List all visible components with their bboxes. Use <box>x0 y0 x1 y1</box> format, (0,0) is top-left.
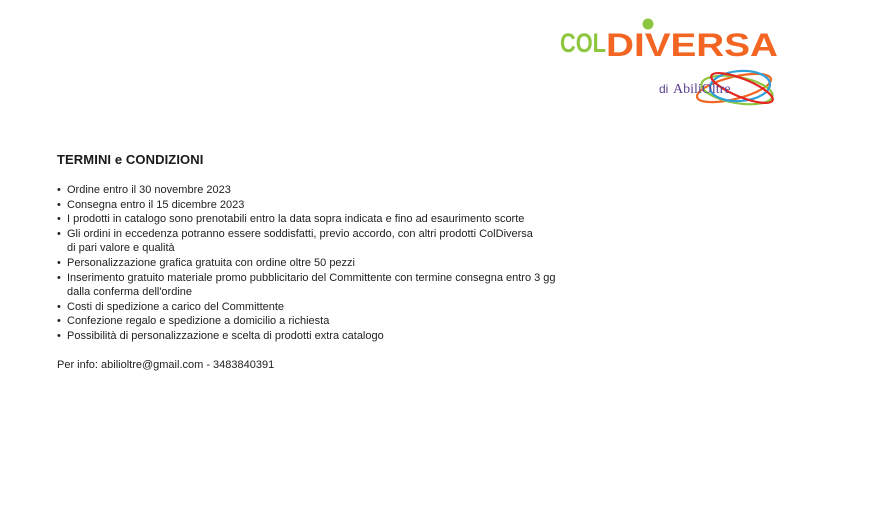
bullet-icon: • <box>57 300 61 313</box>
list-item <box>57 300 556 315</box>
list-item <box>57 329 556 344</box>
list-item <box>57 256 556 271</box>
bullet-icon: • <box>57 184 61 196</box>
term-text: Inserimento gratuito materiale promo pubblicitario del Committente con termine consegna entro 3 gg <box>67 271 556 284</box>
term-text: Possibilità di personalizzazione e scelta di prodotti extra catalogo <box>67 329 384 342</box>
bullet-icon: • <box>57 227 61 240</box>
list-item <box>57 198 556 213</box>
terms-title: TERMINI e CONDIZIONI <box>57 152 204 167</box>
term-text: Personalizzazione grafica gratuita con ordine oltre 50 pezzi <box>67 256 355 269</box>
term-text-continued: di pari valore e qualità <box>67 242 175 255</box>
list-item <box>57 212 556 227</box>
term-text: Confezione regalo e spedizione a domicilio a richiesta <box>67 315 330 328</box>
term-text-continued: dalla conferma dell'ordine <box>67 286 193 299</box>
bullet-icon: • <box>57 213 61 226</box>
bullet-icon: • <box>57 329 61 342</box>
list-item <box>57 271 556 300</box>
term-text: I prodotti in catalogo sono prenotabili entro la data sopra indicata e fino ad esaurimento scorte <box>67 213 525 226</box>
term-text: Consegna entro il 15 dicembre 2023 <box>67 198 245 211</box>
contact-info: Per info: abilioltre@gmail.com - 3483840391 <box>57 359 275 371</box>
logo-diversa-text: DIVERSA <box>606 27 778 63</box>
list-item <box>57 227 556 256</box>
term-text: Gli ordini in eccedenza potranno essere soddisfatti, previo accordo, con altri prodotti ColDiversa <box>67 227 533 240</box>
term-text: Ordine entro il 30 novembre 2023 <box>67 184 231 196</box>
term-text: Costi di spedizione a carico del Committente <box>67 300 285 313</box>
bullet-icon: • <box>57 198 61 211</box>
logo-di-text: di <box>659 82 669 96</box>
bullet-icon: • <box>57 315 61 328</box>
terms-list <box>57 183 556 344</box>
list-item <box>57 314 556 329</box>
coldiversa-logo <box>556 16 784 114</box>
bullet-icon: • <box>57 271 61 284</box>
bullet-icon: • <box>57 256 61 269</box>
logo-abilioltre-text: AbiliOltre <box>673 82 731 97</box>
logo-col-text: COL <box>560 28 606 58</box>
list-item <box>57 183 556 198</box>
